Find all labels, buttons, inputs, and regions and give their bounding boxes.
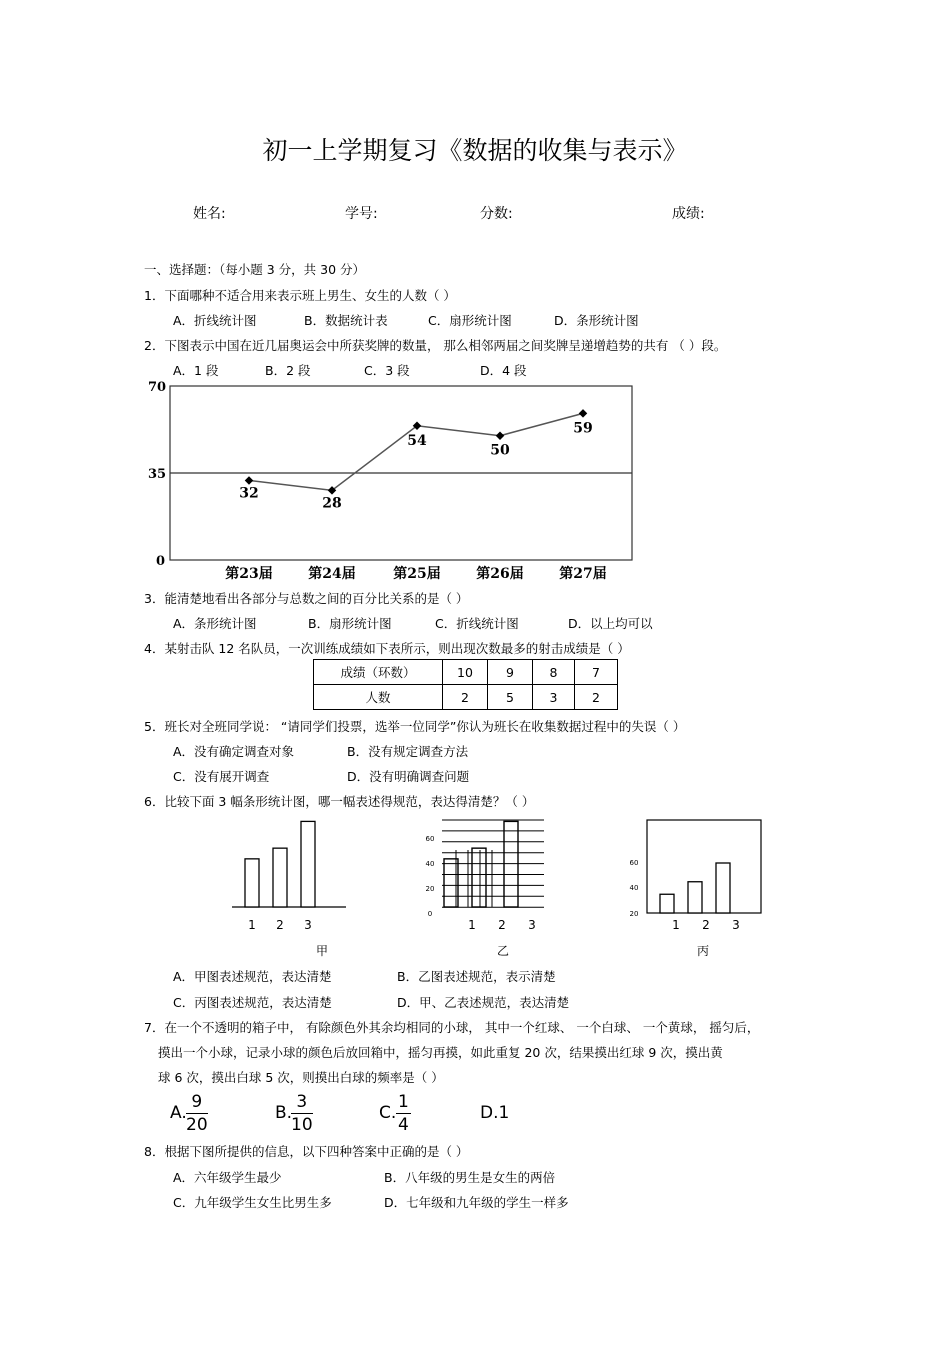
x-tick-label: 2 xyxy=(702,918,710,932)
y-tick-0: 0 xyxy=(156,554,166,569)
q1-option-c: C．扇形统计图 xyxy=(428,313,512,328)
fraction-denominator: 4 xyxy=(398,1115,409,1135)
x-tick-label: 3 xyxy=(732,918,740,932)
y-tick-label: 0 xyxy=(427,910,433,918)
q2-option-a: A．1 段 xyxy=(173,363,219,378)
table-cell: 人数 xyxy=(314,685,443,710)
q7-option-b-fraction xyxy=(291,1092,313,1137)
medal-line-chart xyxy=(140,378,650,586)
bar xyxy=(301,821,315,907)
q2-option-b: B．2 段 xyxy=(265,363,311,378)
chart-label-yi: 乙 xyxy=(496,944,510,958)
y-tick-label: 60 xyxy=(425,835,435,843)
bar-chart-jia xyxy=(226,812,356,962)
data-label: 54 xyxy=(407,432,427,449)
q6-option-d: D．甲、乙表述规范，表达清楚 xyxy=(397,995,570,1010)
q3-stem: 3．能清楚地看出各部分与总数之间的百分比关系的是（ ） xyxy=(144,591,469,606)
q5-option-a: A．没有确定调查对象 xyxy=(173,744,295,759)
x-tick-label: 第24届 xyxy=(308,566,356,582)
data-point xyxy=(579,409,587,417)
x-tick-label: 2 xyxy=(276,918,284,932)
fraction-numerator: 3 xyxy=(291,1092,313,1114)
q8-option-a: A．六年级学生最少 xyxy=(173,1170,282,1185)
table-cell: 7 xyxy=(575,660,618,685)
table-cell: 2 xyxy=(443,685,488,710)
fraction-numerator: 9 xyxy=(186,1092,208,1114)
q5-option-c: C．没有展开调查 xyxy=(173,769,270,784)
x-tick-label: 1 xyxy=(672,918,680,932)
q7-stem-line1: 7．在一个不透明的箱子中， 有除颜色外其余均相同的小球， 其中一个红球、 一个白球、 一个黄球， 摇匀后， xyxy=(144,1020,760,1035)
q2-option-c: C．3 段 xyxy=(364,363,410,378)
table-cell: 成绩（环数） xyxy=(314,660,443,685)
q8-option-c: C．九年级学生女生比男生多 xyxy=(173,1195,332,1210)
section-heading: 一、选择题：（每小题 3 分，共 30 分） xyxy=(144,262,366,277)
score-table xyxy=(313,659,618,710)
bar xyxy=(245,859,259,907)
q3-option-a: A．条形统计图 xyxy=(173,616,257,631)
data-label: 32 xyxy=(239,485,259,502)
grade-label: 成绩: xyxy=(672,206,705,222)
q7-stem-line2: 摸出一个小球，记录小球的颜色后放回箱中，摇匀再摸，如此重复 20 次，结果摸出红球 9 次，摸出黄 xyxy=(158,1045,723,1060)
y-tick-label: 20 xyxy=(629,910,639,918)
bar xyxy=(660,894,674,913)
table-cell: 5 xyxy=(488,685,533,710)
y-tick-label: 20 xyxy=(425,885,435,893)
data-label: 50 xyxy=(490,442,510,459)
q6-stem: 6．比较下面 3 幅条形统计图，哪一幅表述得规范，表达得清楚？（ ） xyxy=(144,794,535,809)
page-title: 初一上学期复习《数据的收集与表示》 xyxy=(262,136,688,165)
x-tick-label: 1 xyxy=(468,918,476,932)
x-tick-label: 2 xyxy=(498,918,506,932)
q7-option-b-prefix: B. xyxy=(275,1103,293,1123)
q1-option-b: B．数据统计表 xyxy=(304,313,388,328)
table-cell: 2 xyxy=(575,685,618,710)
data-label: 28 xyxy=(322,495,342,512)
q7-option-c-prefix: C. xyxy=(379,1103,397,1123)
bar xyxy=(504,821,518,907)
y-tick-70: 70 xyxy=(148,380,167,395)
data-point xyxy=(496,431,504,439)
q7-option-d: D.1 xyxy=(480,1103,510,1123)
y-tick-label: 60 xyxy=(629,859,639,867)
x-tick-label: 1 xyxy=(248,918,256,932)
q7-option-c-fraction xyxy=(396,1092,411,1137)
q1-option-d: D．条形统计图 xyxy=(554,313,639,328)
q3-option-d: D．以上均可以 xyxy=(568,616,653,631)
q2-stem: 2．下图表示中国在近几届奥运会中所获奖牌的数量， 那么相邻两届之间奖牌呈递增趋势的共有 （ ）段。 xyxy=(144,338,727,353)
y-tick-35: 35 xyxy=(148,467,167,482)
x-tick-label: 3 xyxy=(304,918,312,932)
x-tick-label: 第27届 xyxy=(559,566,607,582)
bar-chart-bing xyxy=(626,812,776,962)
x-tick-label: 3 xyxy=(528,918,536,932)
bar xyxy=(273,848,287,907)
q6-option-a: A．甲图表述规范，表达清楚 xyxy=(173,969,332,984)
q3-option-c: C．折线统计图 xyxy=(435,616,519,631)
q8-option-d: D．七年级和九年级的学生一样多 xyxy=(384,1195,569,1210)
q6-option-c: C．丙图表述规范，表达清楚 xyxy=(173,995,332,1010)
bar xyxy=(688,882,702,913)
q8-option-b: B．八年级的男生是女生的两倍 xyxy=(384,1170,556,1185)
fraction-denominator: 20 xyxy=(186,1115,208,1135)
x-tick-label: 第23届 xyxy=(225,566,273,582)
q4-stem: 4．某射击队 12 名队员，一次训练成绩如下表所示，则出现次数最多的射击成绩是（ ） xyxy=(144,641,630,656)
q1-stem: 1．下面哪种不适合用来表示班上男生、女生的人数（ ） xyxy=(144,288,456,303)
chart-label-bing: 丙 xyxy=(696,944,710,958)
y-tick-label: 40 xyxy=(425,860,435,868)
bar xyxy=(716,863,730,913)
name-label: 姓名: xyxy=(193,206,226,222)
table-cell: 3 xyxy=(533,685,575,710)
q5-stem: 5．班长对全班同学说： “请同学们投票，选举一位同学”你认为班长在收集数据过程中的失误（ ） xyxy=(144,719,686,734)
data-label: 59 xyxy=(573,420,593,437)
fraction-denominator: 10 xyxy=(291,1115,313,1135)
table-cell: 8 xyxy=(533,660,575,685)
x-tick-label: 第26届 xyxy=(476,566,524,582)
y-tick-label: 40 xyxy=(629,884,639,892)
q7-option-a-fraction xyxy=(186,1092,208,1137)
q8-stem: 8．根据下图所提供的信息，以下四种答案中正确的是（ ） xyxy=(144,1144,469,1159)
table-row xyxy=(314,660,618,685)
fraction-numerator: 1 xyxy=(398,1092,409,1112)
q5-option-b: B．没有规定调查方法 xyxy=(347,744,469,759)
q1-option-a: A．折线统计图 xyxy=(173,313,257,328)
score-label: 分数: xyxy=(480,206,513,222)
data-point xyxy=(245,476,253,484)
number-label: 学号: xyxy=(345,206,378,222)
chart-label-jia: 甲 xyxy=(315,944,329,958)
q2-option-d: D．4 段 xyxy=(480,363,527,378)
q5-option-d: D．没有明确调查问题 xyxy=(347,769,470,784)
table-row xyxy=(314,685,618,710)
table-cell: 10 xyxy=(443,660,488,685)
q6-option-b: B．乙图表述规范，表示清楚 xyxy=(397,969,556,984)
bar-chart-yi xyxy=(422,812,552,962)
x-tick-label: 第25届 xyxy=(393,566,441,582)
bar xyxy=(472,848,486,907)
q3-option-b: B．扇形统计图 xyxy=(308,616,392,631)
q7-stem-line3: 球 6 次，摸出白球 5 次，则摸出白球的频率是（ ） xyxy=(158,1070,444,1085)
table-cell: 9 xyxy=(488,660,533,685)
q7-option-a-prefix: A. xyxy=(170,1103,187,1123)
